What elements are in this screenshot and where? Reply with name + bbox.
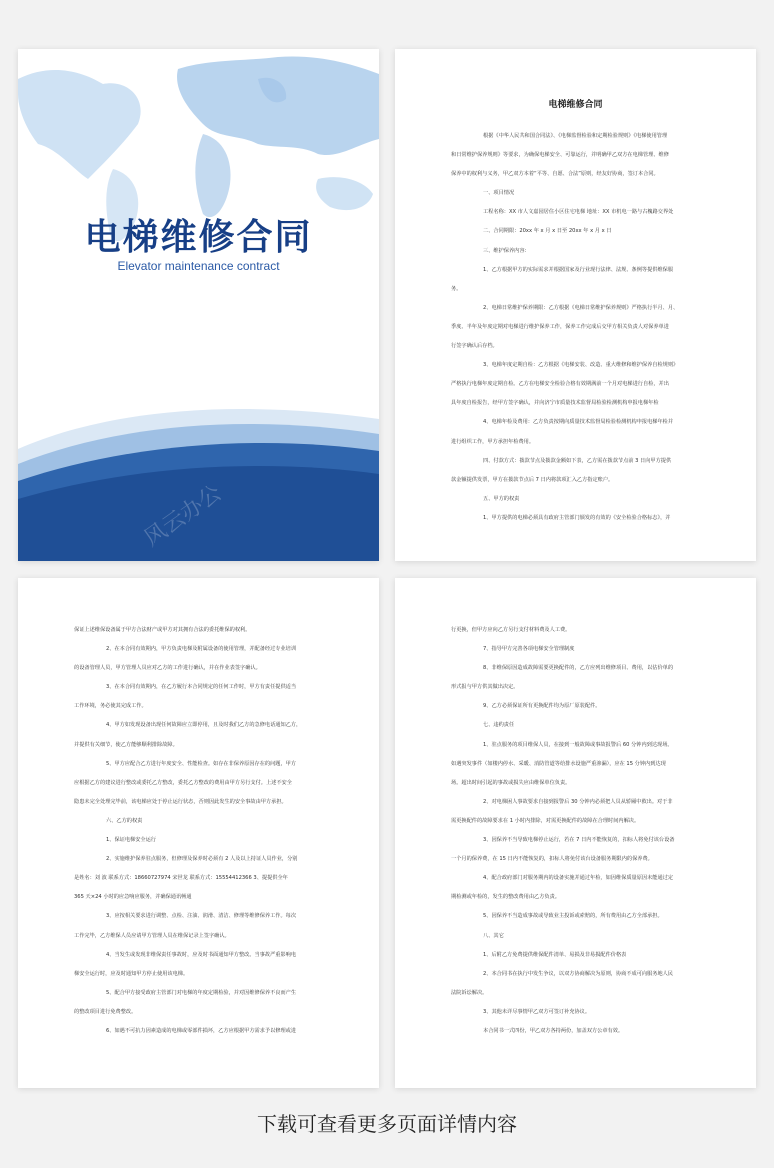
cover-title: 电梯维修合同 bbox=[84, 217, 313, 258]
text-line: 行签字确认后存档。 bbox=[451, 343, 498, 350]
text-line: 严格执行电梯年度定期自检。乙方在电梯安全检验合格有效期满前一个月对电梯进行自检，并出 bbox=[451, 381, 669, 388]
text-line: 1、乙方根据甲方的实际需求并根据国家及行业现行法律、法规、条例等提供维保服 bbox=[483, 266, 674, 273]
text-line: 365 天×24 小时的应急响应服务，并确保通讯畅通 bbox=[74, 894, 192, 901]
more-pages-caption: 下载可查看更多页面详情内容 bbox=[257, 1112, 517, 1136]
text-line: 行更换，但甲方应向乙方另行支付材料费及人工费。 bbox=[451, 627, 571, 633]
text-line: 3、因保养不当导致电梯停止运行，若在 7 日内不能恢复的，扣标人将免付该台设备 bbox=[483, 837, 675, 844]
text-line: 6、如遇不可抗力因素造成的电梯或零部件损坏，乙方应根据甲方需求予以修理或进 bbox=[106, 1027, 297, 1034]
text-line: 7、指导甲方完善各项电梯安全管理制度 bbox=[483, 646, 575, 653]
text-line: 法院诉讼解决。 bbox=[451, 989, 488, 996]
text-line: 是姓名：刘 波 联系方式：18660727974 宋世龙 联系方式：15554412366 3、提提供全年 bbox=[74, 875, 288, 882]
cover-subtitle: Elevator maintenance contract bbox=[117, 259, 280, 273]
text-line: 2、对电梯困人事故要求自接到报警后 30 分钟内必须把人员从轿厢中救出。对于非 bbox=[483, 798, 673, 805]
text-line: 5、因保养不当造成事故或导致业主投诉或索赔的，所有费用由乙方全部承担。 bbox=[483, 913, 663, 920]
text-line: 一、项目情况 bbox=[483, 190, 515, 197]
paragraph-block bbox=[451, 132, 705, 533]
text-line: 季度、半年及年度定期对电梯进行维护保养工作，保养工作完成后交甲方相关负责人对保养单进 bbox=[451, 323, 669, 330]
contract-page-1 bbox=[395, 49, 756, 561]
document-title: 电梯维修合同 bbox=[548, 100, 603, 110]
text-line: 二、合同期限：20xx 年 x 月 x 日至 20xx 年 x 月 x 日 bbox=[483, 228, 612, 235]
text-line: 四、付款方式：拨款节点及拨款金额如下表，乙方需在拨款节点前 3 日向甲方提供 bbox=[483, 457, 672, 464]
text-line: 工作环境，务必使其完成工作。 bbox=[74, 703, 147, 710]
text-line: 2、本合同书在执行中发生争议，以双方协商解决为原则，协商不成可向服务地人民 bbox=[483, 970, 674, 977]
text-line: 2、电梯日常维护保养期限：乙方根据《电梯日常维护保养规则》严格执行半月、月、 bbox=[483, 304, 679, 311]
text-line: 1、甲方提供的电梯必须具有政府主管部门颁发的有效的《安全检验合格标志》，并 bbox=[483, 514, 671, 521]
text-line: 4、甲方如发现设备出现任何故障应立即停用，且及时我们乙方的急修电话通知乙方， bbox=[106, 722, 302, 729]
paragraph-block bbox=[451, 626, 705, 1046]
watermark: 风云办公 bbox=[139, 480, 227, 552]
text-line: 并提供有关细节，使乙方能够顺利排除故障。 bbox=[74, 741, 178, 748]
text-line: 1、后附乙方免费提供维保配件清单、易损及非易损配件价格表 bbox=[483, 951, 627, 958]
text-line: 保养中的权利与义务，甲乙双方本着“平等、自愿、合法”原则，经友好协商，签订本合同。 bbox=[451, 171, 659, 178]
text-line: 8、非维保原因造成故障需要更换配件的，乙方应列出维修项目、费用，以估价单的 bbox=[483, 665, 674, 672]
text-line: 3、应按相关要求进行调整、点检、注油、润滑、清洁、修理等维修保养工作。每次 bbox=[106, 913, 297, 920]
text-line: 进行组织工作，甲方承担年检费用。 bbox=[451, 438, 535, 445]
text-line: 工作完毕，乙方维保人员应请甲方管理人员在维保记录上签字确认。 bbox=[74, 932, 230, 939]
text-line: 4、当发生或发现非维保责任事故时，应及时书面通知甲方整改。当事故严重影响电 bbox=[106, 951, 297, 958]
text-line: 2、在本合同有效期内，甲方负责电梯及附属设备的使用管理，并配备经过专业培训 bbox=[106, 646, 297, 653]
text-line: 2、实施维护保养驻点服务，但修理及保养时必须有 2 人及以上持证人员作业，分别 bbox=[106, 856, 298, 863]
text-line: 1、驻点服务的项目维保人员，在接到一般故障或事故报警后 60 分钟内到达现场。 bbox=[483, 741, 673, 748]
cover-page bbox=[18, 49, 379, 561]
text-line: 3、电梯年度定期自检：乙方根据《电梯安装、改造、重大维修和维护保养自检规则》 bbox=[483, 362, 679, 369]
text-line: 工程名称：XX 市人文嘉园居住小区住宅电梯 地址：XX 市机电一路与古槐路交界处 bbox=[483, 209, 674, 216]
text-line: 1、保证电梯安全运行 bbox=[106, 837, 156, 844]
text-line: 本合同书一式四份，甲乙双方各持两份，加盖双方公章有效。 bbox=[483, 1027, 624, 1034]
text-line: 五、甲方的权责 bbox=[483, 495, 520, 502]
text-line: 一个月的保养费，在 15 日内不能恢复的，扣标人将免付该台设备服务期限内的保养费。 bbox=[451, 856, 653, 863]
text-line: 和日常维护保养规则》等要求，为确保电梯安全、可靠运行，并明确甲乙双方在电梯管理、维修 bbox=[451, 152, 669, 159]
text-line: 务。 bbox=[451, 285, 462, 292]
text-line: 的整改项目进行免费整改。 bbox=[74, 1008, 137, 1015]
text-line: 如遇突发事件（如楼内停水、采暖、消防管道等给排水设施严重渗漏），应在 15 分钟内到达现 bbox=[451, 760, 666, 767]
text-line: 需更换配件的故障要求在 1 小时内排除，对需更换配件的故障在合理时间内解决。 bbox=[451, 817, 640, 824]
text-line: 形式报与甲方供其做出决定。 bbox=[451, 684, 519, 691]
text-line: 根据《中华人民共和国合同法》、《电梯监督检验和定期检验规则》《电梯使用管理 bbox=[483, 133, 668, 139]
text-line: 3、其他未详尽事情甲乙双方可签订补充协议。 bbox=[483, 1008, 591, 1015]
contract-page-3 bbox=[395, 578, 756, 1088]
text-line: 梯安全运行时，应及时通知甲方停止使用该电梯。 bbox=[74, 970, 189, 977]
text-line: 七、违约责任 bbox=[483, 722, 515, 729]
text-line: 4、配合政府部门对服务期内的设备实施并通过年检，如因维保质量原因未能通过定 bbox=[483, 875, 674, 882]
text-line: 隐患未完全处理完毕前，该电梯应处于停止运行状态，否则因此发生的安全事故由甲方承担。 bbox=[74, 798, 287, 805]
cover-wave-graphic bbox=[18, 389, 379, 561]
text-line: 期检测或年检的，发生的整改费用由乙方负责。 bbox=[451, 894, 560, 901]
text-line: 保证上述维保设备属于甲方合法财产或甲方对其拥有合法的委托维保的权利。 bbox=[74, 627, 251, 633]
paragraph-block bbox=[74, 626, 328, 1046]
text-line: 具年度自检报告，经甲方签字确认，并向济宁市质量技术监督局检验检测机构申报电梯年检 bbox=[451, 400, 659, 407]
text-line: 4、电梯年检及费用：乙方负责按期向质量技术监督局检验检测机构申报电梯年检并 bbox=[483, 419, 674, 426]
text-line: 3、在本合同有效期内，在乙方履行本合同规定的任何工作时，甲方有责任提供适当 bbox=[106, 684, 297, 691]
text-line: 应根据乙方的建议进行整改或委托乙方整改，委托乙方整改的费用由甲方另行支付。上述不安全 bbox=[74, 779, 292, 786]
text-line: 5、配合甲方接受政府主管部门对电梯的年度定期检验，并对因维修保养不良而产生 bbox=[106, 989, 297, 996]
text-line: 六、乙方的权责 bbox=[106, 817, 143, 824]
text-line: 三、维护保养内容： bbox=[483, 247, 530, 254]
text-line: 5、甲方应配合乙方进行年度安全、性能检查。如存在非保养原因存在的问题，甲方 bbox=[106, 760, 297, 767]
text-line: 款金额提供发票，甲方在拨款节点后 7 日内将款项汇入乙方指定账户。 bbox=[451, 476, 614, 483]
text-line: 9、乙方必须保证所有更换配件均为原厂原装配件。 bbox=[483, 703, 601, 710]
contract-page-2 bbox=[18, 578, 379, 1088]
text-line: 的设备管理人员，甲方管理人员应对乙方的工作进行确认，并在作业表签字确认。 bbox=[74, 665, 261, 672]
text-line: 八、其它 bbox=[483, 932, 504, 939]
text-line: 场。超出时间引起的事故或损失应由维保单位负责。 bbox=[451, 779, 571, 786]
